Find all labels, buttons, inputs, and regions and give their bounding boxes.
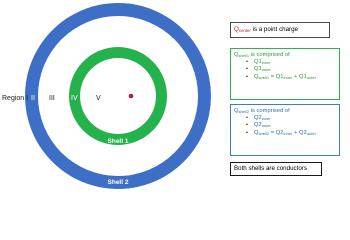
region-i-label: Region I	[2, 95, 29, 102]
shell2-note-title: $Q_{shell2}$ is comprised of	[234, 108, 290, 114]
shell2-item-inner: • $Q2_{inner}$	[246, 115, 271, 122]
shell1-item-outer: • $Q1_{outer}$	[246, 66, 271, 73]
point-charge-note	[230, 22, 330, 38]
region-v-label: V	[96, 95, 101, 102]
shell1-note	[230, 48, 340, 100]
point-charge	[129, 94, 134, 99]
region-iii-label: III	[49, 95, 55, 102]
shell1-item-inner: • $Q1_{inner}$	[246, 59, 271, 66]
region-iv-label: IV	[71, 95, 78, 102]
shell1-note-title: $Q_{shell1}$ is comprised of	[234, 52, 290, 58]
shell2-item-outer: • $Q2_{outer}$	[246, 122, 271, 129]
point-charge-note-text: is a point charge	[250, 26, 298, 33]
region-v-area	[80, 58, 156, 134]
shell2-note	[230, 104, 340, 156]
conductors-note-text: Both shells are conductors	[234, 165, 307, 172]
shell1-label: Shell 1	[107, 138, 129, 145]
q-center-symbol: $Q_{center}$	[234, 26, 251, 33]
conductors-note	[230, 162, 322, 176]
region-ii-label: II	[31, 95, 35, 102]
shell1-equation: • $Q_{shell1} = Q1_{inner} + Q1_{outer}$	[246, 73, 317, 80]
shell2-equation: • $Q_{shell2} = Q2_{inner} + Q2_{outer}$	[246, 129, 317, 136]
shell2-label: Shell 2	[107, 179, 129, 186]
